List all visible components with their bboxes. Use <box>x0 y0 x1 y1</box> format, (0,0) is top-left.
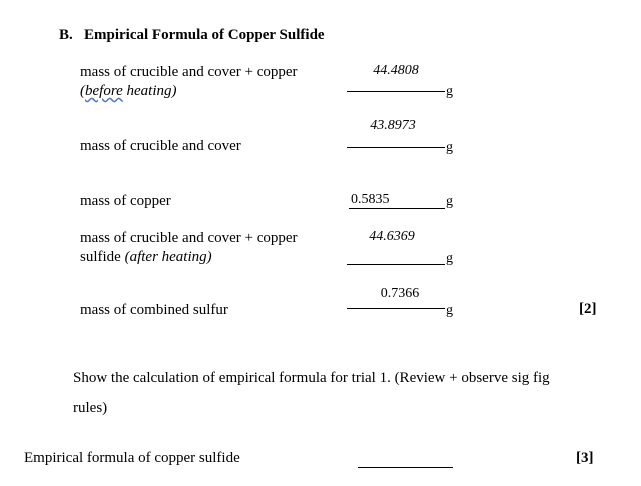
instruction-line-2: rules) <box>73 400 108 416</box>
after-heating-text: (after heating) <box>124 249 212 265</box>
paren-open: ( <box>80 83 85 99</box>
unit-4: g <box>446 251 453 266</box>
row-label-crucible-cover-copper-sulfide: mass of crucible and cover + copper <box>80 230 298 246</box>
value-crucible-cover-copper-sulfide: 44.6369 <box>369 229 415 244</box>
before-word: before <box>85 83 123 99</box>
marks-three: [3] <box>576 450 594 466</box>
value-crucible-cover-copper: 44.4808 <box>373 63 419 78</box>
final-label-empirical-formula: Empirical formula of copper sulfide <box>24 450 240 466</box>
row-label-crucible-cover-copper: mass of crucible and cover + copper <box>80 64 298 80</box>
row-label-crucible-cover: mass of crucible and cover <box>80 138 241 154</box>
heating-word: heating) <box>122 83 177 99</box>
answer-line-2 <box>347 147 445 148</box>
value-crucible-cover: 43.8973 <box>370 118 416 133</box>
answer-line-1 <box>347 91 445 92</box>
row-label-copper: mass of copper <box>80 193 171 209</box>
answer-line-3 <box>349 208 445 209</box>
unit-3: g <box>446 194 453 209</box>
answer-line-final <box>358 467 453 468</box>
row-label-after-heating <box>80 248 212 266</box>
row-label-combined-sulfur: mass of combined sulfur <box>80 302 228 318</box>
instruction-line-1: Show the calculation of empirical formula for trial 1. (Review + observe sig fig <box>73 370 550 386</box>
answer-line-4 <box>347 264 445 265</box>
section-letter: B. <box>59 27 73 43</box>
unit-5: g <box>446 303 453 318</box>
value-copper: 0.5835 <box>351 192 390 207</box>
marks-two: [2] <box>579 301 597 317</box>
value-combined-sulfur: 0.7366 <box>380 286 420 301</box>
sulfide-word: sulfide <box>80 249 125 265</box>
answer-line-5 <box>347 308 445 309</box>
section-heading <box>59 26 325 44</box>
unit-2: g <box>446 140 453 155</box>
row-label-before-heating <box>80 82 177 100</box>
unit-1: g <box>446 84 453 99</box>
section-title: Empirical Formula of Copper Sulfide <box>84 27 325 43</box>
